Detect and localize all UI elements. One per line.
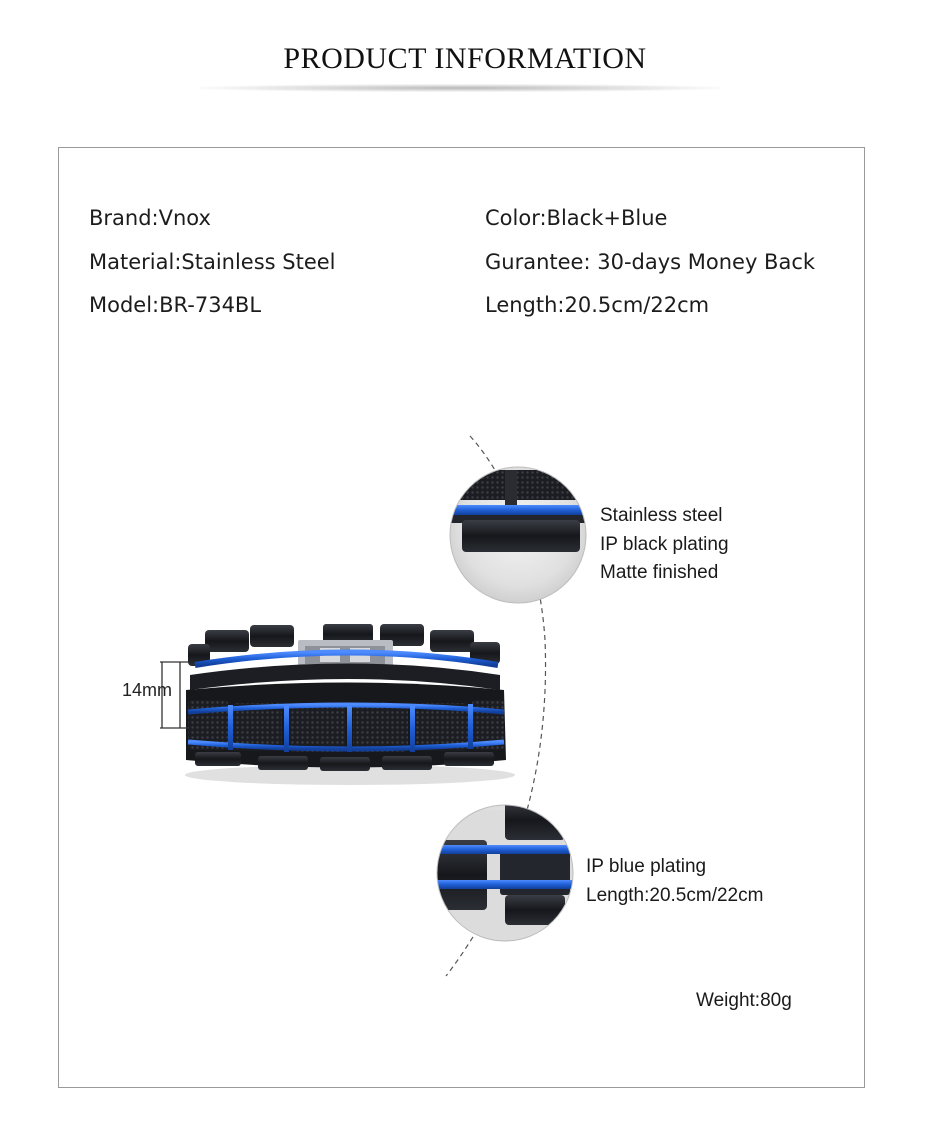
spec-brand: Brand:Vnox: [89, 206, 211, 230]
weight-label: Weight:80g: [696, 990, 792, 1011]
page-title: PRODUCT INFORMATION: [283, 42, 647, 75]
callout-top-line2: IP black plating: [600, 534, 729, 555]
callout-top-line3: Matte finished: [600, 562, 719, 583]
callout-bottom-line2: Length:20.5cm/22cm: [586, 885, 764, 906]
callout-circle-top: [450, 467, 590, 603]
width-label: 14mm: [122, 680, 173, 700]
spec-material: Material:Stainless Steel: [89, 250, 336, 274]
spec-guarantee: Gurantee: 30-days Money Back: [485, 250, 816, 274]
bracelet-image: [185, 624, 515, 785]
callout-circle-bottom: [437, 800, 577, 941]
callout-top-line1: Stainless steel: [600, 505, 723, 526]
spec-model: Model:BR-734BL: [89, 293, 262, 317]
spec-length: Length:20.5cm/22cm: [485, 293, 710, 317]
callout-bottom-line1: IP blue plating: [586, 856, 707, 877]
spec-color: Color:Black+Blue: [485, 206, 668, 230]
